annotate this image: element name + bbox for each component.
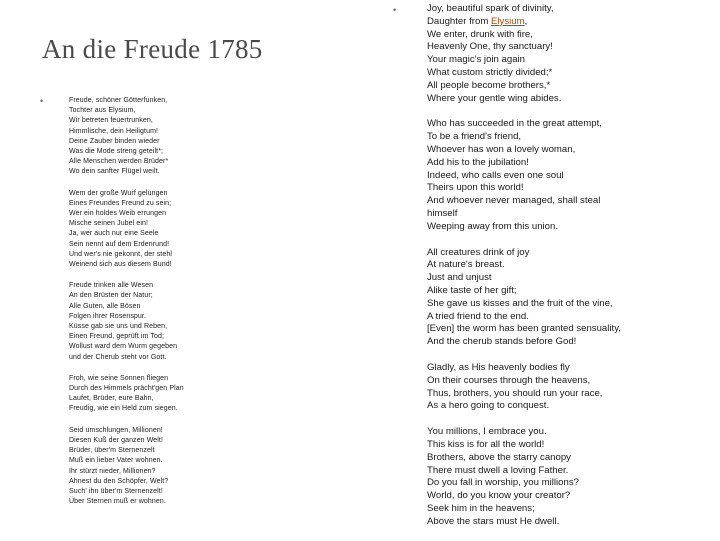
german-stanza-1: Freude, schöner Götterfunken, Tochter aus Elysium, Wir betreten feuertrunken, Himmlische, dein Heiligtum! Deine Zauber binden wieder Was die Mode streng geteilt*; Alle Menschen werden Brüder* Wo dein sanfter Flügel weilt. (69, 97, 169, 176)
elysium-link[interactable]: Elysium (491, 15, 525, 27)
slide-title: An die Freude 1785 (42, 34, 263, 64)
english-stanza-1-line-2-suffix: , (524, 15, 528, 27)
english-stanza-2: Who has succeeded in the great attempt, To be a friend's friend, Whoever has won a lovely woman, Add his to the jubilation! Indeed, who calls even one soul Theirs upon this world! And whoever never managed, shall steal himself Weeping away from this union. (427, 118, 602, 232)
english-stanza-1 (427, 3, 715, 105)
english-stanza-3: All creatures drink of joy At nature's breast. Just and unjust Alike taste of her gift; She gave us kisses and the fruit of the vine, A tried friend to the end. [Even] the worm has been granted sensuality, And the cherub stands before God! (427, 246, 621, 348)
german-stanza-5: Seid umschlungen, Millionen! Diesen Kuß der ganzen Welt! Brüder, über'm Sternenzelt Muß ein lieber Vater wohnen. Ihr stürzt nieder, Millionen? Ahnest du den Schöpfer, Welt? Such' ihn über'm Sternenzelt! Über Sternen muß er wohnen. (69, 426, 169, 506)
german-text-column (40, 96, 207, 518)
english-stanza-5: You millions, I embrace you. This kiss is for all the world! Brothers, above the starry canopy There must dwell a loving Father. Do you fall in worship, you millions? World, do you know your creator? Seek him in the heavens; Above the stars must He dwell. (427, 426, 579, 527)
german-stanza-2: Wem der große Wurf gelungen Eines Freundes Freund zu sein; Wer ein holdes Weib errungen Mische seinen Jubel ein! Ja, wer auch nur eine Seele Sein nennt auf dem Erdenrund! Und wer's nie gekonnt, der stehl Weinend sich aus diesem Bund! (69, 189, 172, 269)
english-stanza-1-rest: We enter, drunk with fire, Heavenly One, thy sanctuary! Your magic's join again What custom strictly divided;* All people become brothers,* Where your gentle wing abides. (427, 28, 562, 104)
english-stanza-4: Gladly, as His heavenly bodies fly On their courses through the heavens, Thus, brothers, you should run your race, As a hero going to conquest. (427, 361, 603, 412)
bullet-icon: • (40, 96, 44, 106)
english-stanza-1-line-1: Joy, beautiful spark of divinity, (427, 3, 554, 14)
english-text-column (393, 3, 715, 541)
english-stanza-1-line-2-prefix: Daughter from (427, 15, 491, 27)
bullet-icon: • (393, 5, 397, 15)
german-stanza-4: Froh, wie seine Sonnen fliegen Durch des Himmels prächt'gen Plan Laufet, Brüder, eure Bahn, Freudig, wie ein Held zum siegen. (69, 374, 184, 413)
german-stanza-3: Freude trinken alle Wesen An den Brüsten der Natur; Alle Guten, alle Bösen Folgen ihrer Rosenspur. Küsse gab sie uns und Reben, Einen Freund, geprüft im Tod; Wollust ward dem Wurm gegeben und der Cherub steht vor Gott. (69, 282, 178, 361)
